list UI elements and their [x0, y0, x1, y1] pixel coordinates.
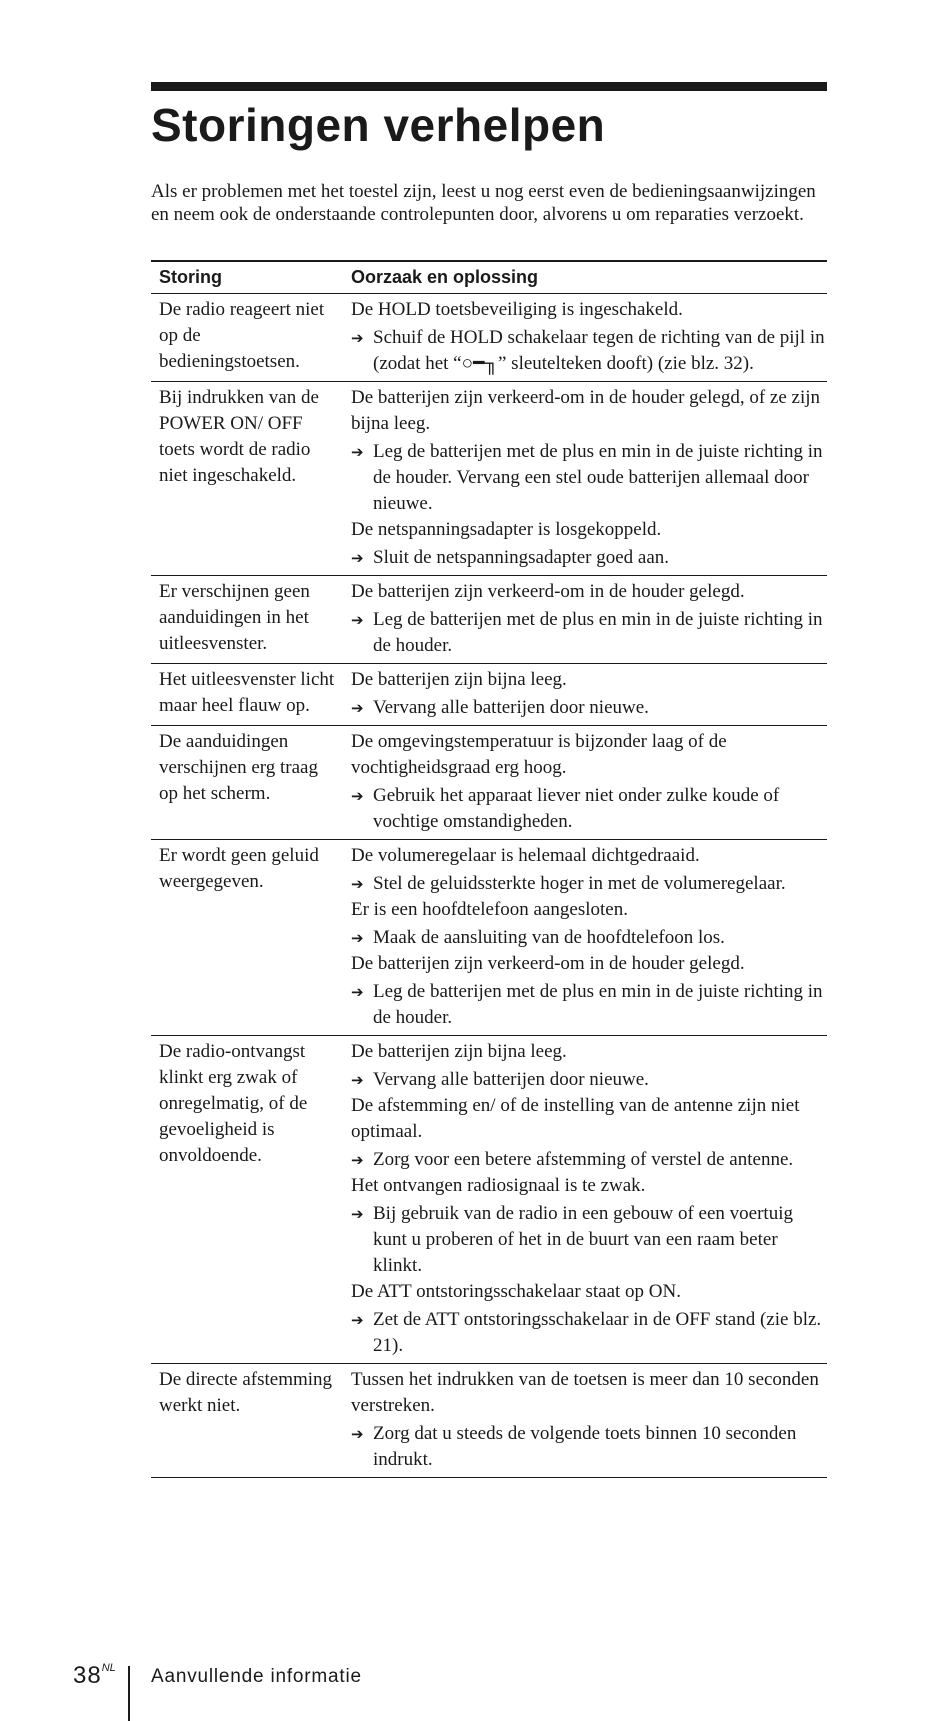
cause-line: De batterijen zijn verkeerd-om in de houder gelegd.	[351, 581, 745, 602]
arrow-right-icon: ➔	[351, 1151, 364, 1169]
table-body	[151, 294, 827, 1478]
arrow-right-icon: ➔	[351, 699, 364, 717]
remedy-text: Leg de batterijen met de plus en min in de juiste richting in de houder.	[373, 609, 823, 656]
remedy-line	[351, 1201, 827, 1279]
remedy-line	[351, 1307, 827, 1359]
symptom-cell: De aanduidingen verschijnen erg traag op het scherm.	[151, 726, 343, 840]
table-row	[151, 576, 827, 664]
table-row	[151, 726, 827, 840]
cause-line: De netspanningsadapter is losgekoppeld.	[351, 519, 662, 540]
remedy-text: Sluit de netspanningsadapter goed aan.	[373, 547, 670, 568]
remedy-line	[351, 1147, 827, 1173]
solution-cell	[343, 1036, 827, 1364]
symptom-cell: Bij indrukken van de POWER ON/ OFF toets wordt de radio niet ingeschakeld.	[151, 382, 343, 576]
cause-line: Tussen het indrukken van de toetsen is meer dan 10 seconden verstreken.	[351, 1369, 819, 1416]
remedy-line	[351, 979, 827, 1031]
cause-line: De batterijen zijn verkeerd-om in de houder gelegd, of ze zijn bijna leeg.	[351, 387, 820, 434]
arrow-right-icon: ➔	[351, 549, 364, 567]
arrow-right-icon: ➔	[351, 929, 364, 947]
cause-line: De batterijen zijn bijna leeg.	[351, 669, 567, 690]
arrow-right-icon: ➔	[351, 787, 364, 805]
table-row	[151, 1364, 827, 1478]
arrow-right-icon: ➔	[351, 983, 364, 1001]
arrow-right-icon: ➔	[351, 1071, 364, 1089]
footer-section-title: Aanvullende informatie	[151, 1666, 362, 1687]
page-title: Storingen verhelpen	[151, 99, 606, 151]
solution-cell	[343, 576, 827, 664]
cause-line: De batterijen zijn verkeerd-om in de houder gelegd.	[351, 953, 745, 974]
cause-line: Het ontvangen radiosignaal is te zwak.	[351, 1175, 646, 1196]
remedy-line	[351, 925, 827, 951]
arrow-right-icon: ➔	[351, 329, 364, 347]
solution-cell	[343, 664, 827, 726]
remedy-text: Zorg voor een betere afstemming of verstel de antenne.	[373, 1149, 794, 1170]
cause-line: De omgevingstemperatuur is bijzonder laag of de vochtigheidsgraad erg hoog.	[351, 731, 727, 778]
symptom-cell: Het uitleesvenster licht maar heel flauw op.	[151, 664, 343, 726]
cause-line: De HOLD toetsbeveiliging is ingeschakeld.	[351, 299, 683, 320]
arrow-right-icon: ➔	[351, 1311, 364, 1329]
solution-cell	[343, 726, 827, 840]
solution-cell	[343, 840, 827, 1036]
table-row	[151, 1036, 827, 1364]
arrow-right-icon: ➔	[351, 611, 364, 629]
table-row	[151, 840, 827, 1036]
troubleshooting-table	[151, 260, 827, 1478]
remedy-line	[351, 1421, 827, 1473]
remedy-text: Bij gebruik van de radio in een gebouw of een voertuig kunt u proberen of het in de buurt van een raam beter klinkt.	[373, 1203, 793, 1276]
remedy-line	[351, 1067, 827, 1093]
solution-cell	[343, 294, 827, 382]
remedy-line	[351, 871, 827, 897]
cause-line: Er is een hoofdtelefoon aangesloten.	[351, 899, 628, 920]
remedy-line	[351, 783, 827, 835]
top-rule	[151, 82, 827, 91]
arrow-right-icon: ➔	[351, 1205, 364, 1223]
cause-line: De afstemming en/ of de instelling van de antenne zijn niet optimaal.	[351, 1095, 800, 1142]
remedy-text: Vervang alle batterijen door nieuwe.	[373, 697, 649, 718]
remedy-text: Zorg dat u steeds de volgende toets binnen 10 seconden indrukt.	[373, 1423, 797, 1470]
header-storing: Storing	[151, 261, 343, 294]
page-number-suffix: NL	[101, 1662, 116, 1674]
cause-line: De volumeregelaar is helemaal dichtgedraaid.	[351, 845, 700, 866]
page-number-value: 38	[73, 1662, 102, 1689]
symptom-cell: Er wordt geen geluid weergegeven.	[151, 840, 343, 1036]
remedy-text: Stel de geluidssterkte hoger in met de volumeregelaar.	[373, 873, 786, 894]
solution-cell	[343, 1364, 827, 1478]
symptom-cell: De radio reageert niet op de bedieningstoetsen.	[151, 294, 343, 382]
arrow-right-icon: ➔	[351, 1425, 364, 1443]
page-number	[73, 1662, 116, 1690]
footer-divider	[128, 1666, 130, 1721]
remedy-text: Leg de batterijen met de plus en min in de juiste richting in de houder.	[373, 981, 823, 1028]
remedy-text: Gebruik het apparaat liever niet onder zulke koude of vochtige omstandigheden.	[373, 785, 780, 832]
table-row	[151, 382, 827, 576]
remedy-line	[351, 325, 827, 377]
remedy-line	[351, 695, 827, 721]
arrow-right-icon: ➔	[351, 875, 364, 893]
remedy-text: Zet de ATT ontstoringsschakelaar in de OFF stand (zie blz. 21).	[373, 1309, 822, 1356]
remedy-text: Vervang alle batterijen door nieuwe.	[373, 1069, 649, 1090]
table-row	[151, 664, 827, 726]
intro-paragraph: Als er problemen met het toestel zijn, leest u nog eerst even de bedieningsaanwijzingen en neem ook de onderstaande controlepunten door, alvorens u om reparaties verzoekt.	[151, 181, 816, 225]
remedy-line	[351, 545, 827, 571]
table-row	[151, 294, 827, 382]
symptom-cell: De directe afstemming werkt niet.	[151, 1364, 343, 1478]
table-header-row	[151, 261, 827, 294]
symptom-cell: De radio-ontvangst klinkt erg zwak of onregelmatig, of de gevoeligheid is onvoldoende.	[151, 1036, 343, 1364]
arrow-right-icon: ➔	[351, 443, 364, 461]
remedy-line	[351, 439, 827, 517]
symptom-cell: Er verschijnen geen aanduidingen in het uitleesvenster.	[151, 576, 343, 664]
cause-line: De ATT ontstoringsschakelaar staat op ON.	[351, 1281, 681, 1302]
solution-cell	[343, 382, 827, 576]
remedy-text: Maak de aansluiting van de hoofdtelefoon los.	[373, 927, 725, 948]
remedy-line	[351, 607, 827, 659]
header-oorzaak-oplossing: Oorzaak en oplossing	[343, 261, 827, 294]
cause-line: De batterijen zijn bijna leeg.	[351, 1041, 567, 1062]
remedy-text: Schuif de HOLD schakelaar tegen de richting van de pijl in (zodat het “○━╖” sleutelteken dooft) (zie blz. 32).	[373, 327, 825, 374]
remedy-text: Leg de batterijen met de plus en min in de juiste richting in de houder. Vervang een stel oude batterijen allemaal door nieuwe.	[373, 441, 823, 514]
